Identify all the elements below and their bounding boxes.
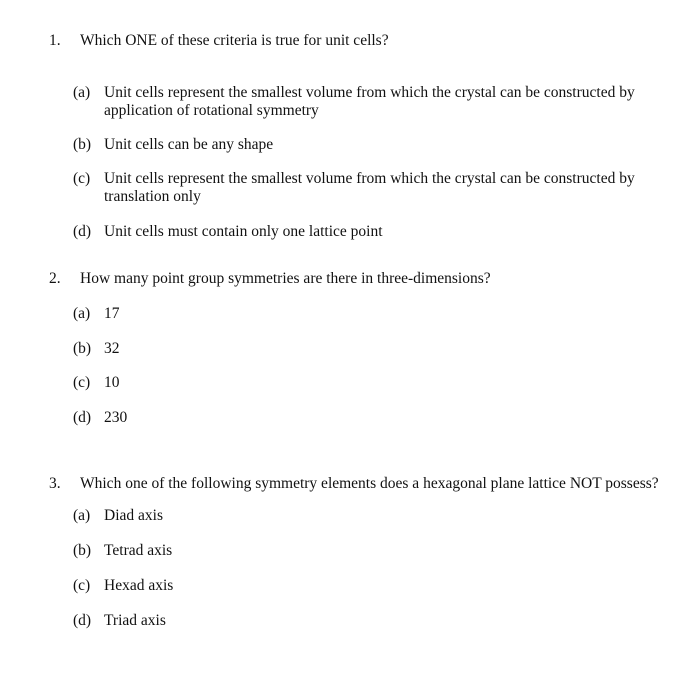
- option-letter: (d): [73, 223, 92, 240]
- question-text: How many point group symmetries are there in three-dimensions?: [80, 270, 491, 287]
- option-letter: (a): [73, 305, 91, 322]
- question-3: [0, 475, 700, 629]
- option-letter: (d): [73, 409, 92, 426]
- option-2d[interactable]: [0, 409, 700, 427]
- option-letter: (b): [73, 542, 92, 559]
- option-text: Triad axis: [104, 612, 166, 629]
- option-2a[interactable]: [0, 305, 700, 323]
- option-1c[interactable]: [0, 170, 700, 206]
- option-letter: (c): [73, 374, 91, 391]
- option-3d[interactable]: [0, 612, 700, 630]
- question-2-header: [0, 270, 700, 288]
- option-letter: (b): [73, 136, 92, 153]
- option-text: Unit cells must contain only one lattice point: [104, 223, 383, 240]
- option-2b[interactable]: [0, 340, 700, 358]
- option-text: Unit cells represent the smallest volume from which the crystal can be constructed by application of rotational symmetry: [104, 84, 635, 119]
- option-text: 17: [104, 305, 120, 322]
- option-letter: (c): [73, 577, 91, 594]
- question-1: [0, 32, 700, 240]
- option-3c[interactable]: [0, 577, 700, 595]
- option-letter: (c): [73, 170, 91, 187]
- option-text: Hexad axis: [104, 577, 174, 594]
- option-letter: (a): [73, 507, 91, 524]
- option-3a[interactable]: [0, 507, 700, 525]
- option-text: Diad axis: [104, 507, 163, 524]
- option-letter: (b): [73, 340, 92, 357]
- question-2: [0, 270, 700, 426]
- question-number: 1.: [49, 32, 61, 49]
- option-text: Unit cells can be any shape: [104, 136, 274, 153]
- option-3b[interactable]: [0, 542, 700, 560]
- question-3-header: [0, 475, 700, 493]
- option-1a[interactable]: [0, 84, 700, 120]
- option-1d[interactable]: [0, 223, 700, 241]
- option-letter: (d): [73, 612, 92, 629]
- option-2c[interactable]: [0, 374, 700, 392]
- option-letter: (a): [73, 84, 91, 101]
- question-number: 2.: [49, 270, 61, 287]
- question-number: 3.: [49, 475, 61, 492]
- option-1b[interactable]: [0, 136, 700, 154]
- question-text: Which one of the following symmetry elements does a hexagonal plane lattice NOT possess?: [80, 475, 659, 492]
- option-text: Tetrad axis: [104, 542, 173, 559]
- option-text: 32: [104, 340, 120, 357]
- option-text: 10: [104, 374, 120, 391]
- question-text: Which ONE of these criteria is true for unit cells?: [80, 32, 389, 49]
- option-text: Unit cells represent the smallest volume from which the crystal can be constructed by translation only: [104, 170, 635, 205]
- option-text: 230: [104, 409, 128, 426]
- question-1-header: [0, 32, 700, 50]
